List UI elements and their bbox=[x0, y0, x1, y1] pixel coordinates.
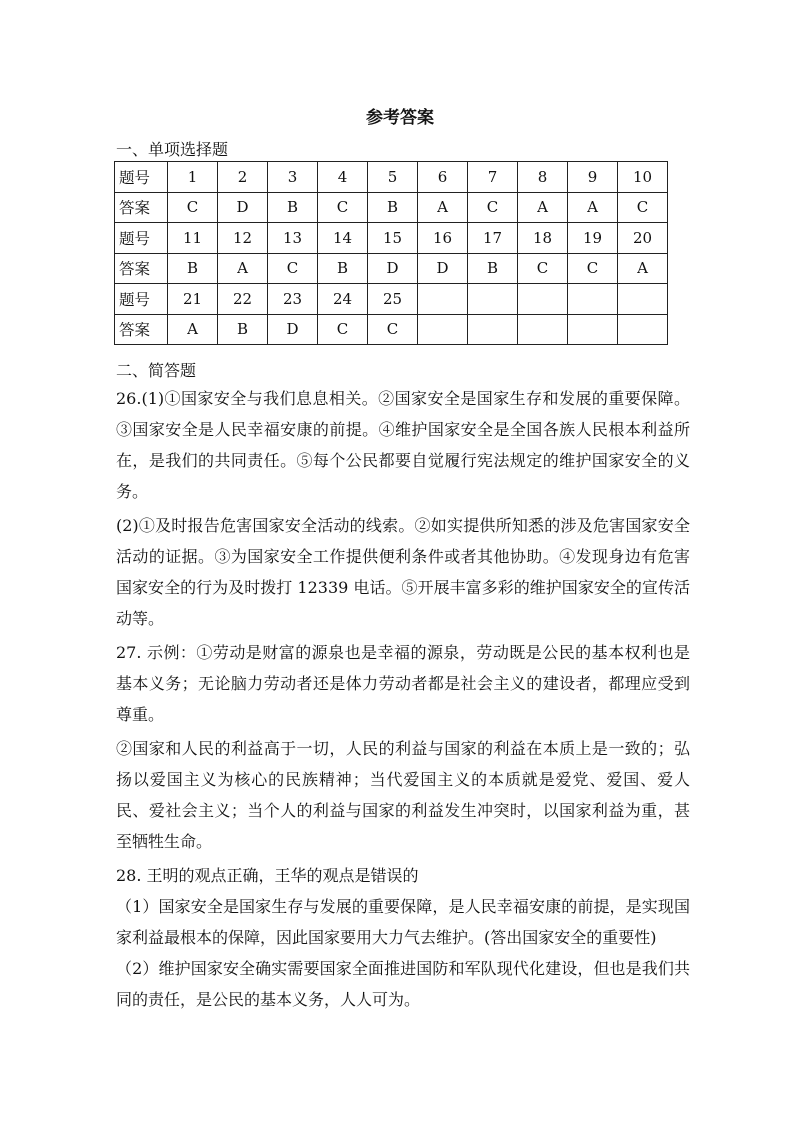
table-row bbox=[115, 253, 668, 284]
table-row bbox=[115, 162, 668, 193]
table-cell: 18 bbox=[518, 223, 568, 254]
table-row-label: 答案 bbox=[115, 192, 168, 223]
table-cell: D bbox=[418, 253, 468, 284]
table-row bbox=[115, 223, 668, 254]
table-cell bbox=[518, 284, 568, 315]
table-cell: B bbox=[468, 253, 518, 284]
table-cell: 8 bbox=[518, 162, 568, 193]
table-cell: C bbox=[168, 192, 218, 223]
table-row bbox=[115, 314, 668, 345]
table-cell: C bbox=[518, 253, 568, 284]
table-cell: 14 bbox=[318, 223, 368, 254]
table-cell: 5 bbox=[368, 162, 418, 193]
table-cell: 10 bbox=[618, 162, 668, 193]
table-cell bbox=[618, 314, 668, 345]
table-cell: C bbox=[318, 314, 368, 345]
table-cell: 7 bbox=[468, 162, 518, 193]
answer-28-heading: 28. 王明的观点正确，王华的观点是错误的 bbox=[116, 866, 419, 885]
table-cell: 12 bbox=[218, 223, 268, 254]
table-cell: 21 bbox=[168, 284, 218, 315]
table-cell bbox=[568, 314, 618, 345]
table-cell: 6 bbox=[418, 162, 468, 193]
table-cell: 25 bbox=[368, 284, 418, 315]
table-cell: B bbox=[268, 192, 318, 223]
table-row-label: 答案 bbox=[115, 253, 168, 284]
table-row bbox=[115, 284, 668, 315]
table-cell: 4 bbox=[318, 162, 368, 193]
table-row bbox=[115, 192, 668, 223]
table-cell: 13 bbox=[268, 223, 318, 254]
table-cell: 17 bbox=[468, 223, 518, 254]
table-cell: A bbox=[568, 192, 618, 223]
table-cell bbox=[418, 284, 468, 315]
table-cell: C bbox=[568, 253, 618, 284]
table-cell: C bbox=[368, 314, 418, 345]
table-row-label: 题号 bbox=[115, 223, 168, 254]
answer-table bbox=[114, 161, 668, 345]
table-cell: B bbox=[218, 314, 268, 345]
table-cell: C bbox=[318, 192, 368, 223]
answer-26-part2: (2)①及时报告危害国家安全活动的线索。②如实提供所知悉的涉及危害国家安全活动的证据。③为国家安全工作提供便利条件或者其他协助。④发现身边有危害国家安全的行为及时拨打 12339 电话。⑤开展丰富多彩的维护国家安全的宣传活动等。 bbox=[116, 516, 690, 628]
section-heading-choice: 一、单项选择题 bbox=[116, 140, 229, 159]
table-cell: 2 bbox=[218, 162, 268, 193]
table-cell: C bbox=[618, 192, 668, 223]
section-heading-short-answer: 二、简答题 bbox=[116, 361, 197, 380]
table-cell: C bbox=[268, 253, 318, 284]
table-cell bbox=[618, 284, 668, 315]
answer-28-part1: （1）国家安全是国家生存与发展的重要保障，是人民幸福安康的前提，是实现国家利益最根本的保障，因此国家要用大力气去维护。(答出国家安全的重要性) bbox=[116, 897, 690, 947]
answer-26-part1: 26.(1)①国家安全与我们息息相关。②国家安全是国家生存和发展的重要保障。③国家安全是人民幸福安康的前提。④维护国家安全是全国各族人民根本利益所在，是我们的共同责任。⑤每个公民都要自觉履行宪法规定的维护国家安全的义务。 bbox=[116, 389, 690, 501]
page-title: 参考答案 bbox=[366, 108, 434, 128]
table-cell: 16 bbox=[418, 223, 468, 254]
table-cell: C bbox=[468, 192, 518, 223]
answer-28-part2: （2）维护国家安全确实需要国家全面推进国防和军队现代化建设，但也是我们共同的责任，是公民的基本义务，人人可为。 bbox=[116, 959, 690, 1009]
table-cell: A bbox=[168, 314, 218, 345]
table-cell: 3 bbox=[268, 162, 318, 193]
table-cell bbox=[568, 284, 618, 315]
table-cell: 11 bbox=[168, 223, 218, 254]
table-cell: A bbox=[518, 192, 568, 223]
table-row-label: 答案 bbox=[115, 314, 168, 345]
table-cell: 15 bbox=[368, 223, 418, 254]
answer-27-part2: ②国家和人民的利益高于一切，人民的利益与国家的利益在本质上是一致的；弘扬以爱国主义为核心的民族精神；当代爱国主义的本质就是爱党、爱国、爱人民、爱社会主义；当个人的利益与国家的利益发生冲突时，以国家利益为重，甚至牺牲生命。 bbox=[116, 739, 690, 851]
table-cell bbox=[518, 314, 568, 345]
table-cell: B bbox=[318, 253, 368, 284]
table-cell: 9 bbox=[568, 162, 618, 193]
table-cell: 20 bbox=[618, 223, 668, 254]
table-cell: A bbox=[218, 253, 268, 284]
table-cell bbox=[468, 284, 518, 315]
table-cell: 19 bbox=[568, 223, 618, 254]
table-cell: B bbox=[168, 253, 218, 284]
table-cell: D bbox=[218, 192, 268, 223]
answer-27-part1: 27. 示例：①劳动是财富的源泉也是幸福的源泉，劳动既是公民的基本权利也是基本义务；无论脑力劳动者还是体力劳动者都是社会主义的建设者，都理应受到尊重。 bbox=[116, 643, 690, 724]
table-cell: B bbox=[368, 192, 418, 223]
table-row-label: 题号 bbox=[115, 162, 168, 193]
table-cell: A bbox=[418, 192, 468, 223]
table-cell: 22 bbox=[218, 284, 268, 315]
table-cell: 23 bbox=[268, 284, 318, 315]
table-cell: D bbox=[368, 253, 418, 284]
table-cell: A bbox=[618, 253, 668, 284]
table-cell bbox=[468, 314, 518, 345]
table-cell: 24 bbox=[318, 284, 368, 315]
table-cell: 1 bbox=[168, 162, 218, 193]
table-row-label: 题号 bbox=[115, 284, 168, 315]
table-cell bbox=[418, 314, 468, 345]
table-cell: D bbox=[268, 314, 318, 345]
answers-body bbox=[116, 383, 690, 1015]
